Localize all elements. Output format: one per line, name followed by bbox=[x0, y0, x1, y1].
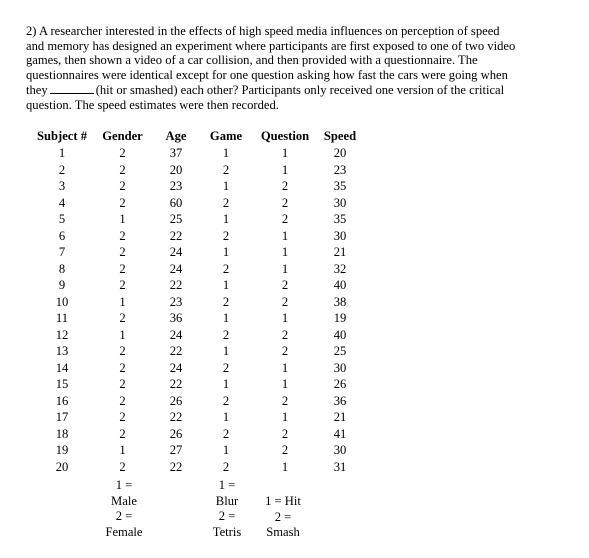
cell-subject: 16 bbox=[55, 393, 69, 408]
cell-gender: 2 bbox=[119, 377, 126, 392]
cell-speed: 38 bbox=[333, 294, 347, 309]
table-row bbox=[33, 261, 364, 278]
cell-subject: 18 bbox=[55, 426, 69, 441]
cell-age: 26 bbox=[169, 426, 183, 441]
table-row bbox=[33, 360, 364, 377]
cell-age: 20 bbox=[169, 162, 183, 177]
table-row bbox=[33, 426, 364, 443]
cell-subject: 20 bbox=[55, 459, 69, 474]
cell-gender: 2 bbox=[119, 278, 126, 293]
table-body bbox=[33, 145, 364, 475]
cell-subject: 1 bbox=[58, 146, 66, 161]
table-row bbox=[33, 162, 364, 179]
game-legend-line: Tetris bbox=[212, 524, 242, 539]
table-row bbox=[33, 228, 364, 245]
header-speed: Speed bbox=[323, 129, 357, 144]
table-row bbox=[33, 343, 364, 360]
cell-speed: 41 bbox=[333, 426, 347, 441]
gender-legend-line: 2 = bbox=[115, 509, 133, 523]
table-row bbox=[33, 376, 364, 393]
cell-subject: 13 bbox=[55, 344, 69, 359]
cell-game: 2 bbox=[222, 393, 230, 408]
table-row bbox=[33, 393, 364, 410]
cell-age: 36 bbox=[169, 311, 183, 326]
cell-game: 1 bbox=[222, 179, 230, 194]
table-row bbox=[33, 211, 364, 228]
cell-subject: 5 bbox=[58, 212, 66, 227]
cell-subject: 15 bbox=[55, 377, 69, 392]
cell-question: 1 bbox=[281, 162, 289, 177]
cell-speed: 30 bbox=[333, 228, 347, 243]
table-row bbox=[33, 442, 364, 459]
cell-game: 2 bbox=[222, 294, 230, 309]
table-row bbox=[33, 178, 364, 195]
cell-age: 24 bbox=[169, 245, 183, 260]
cell-speed: 36 bbox=[333, 393, 347, 408]
cell-question: 2 bbox=[281, 278, 289, 293]
cell-game: 1 bbox=[222, 377, 230, 392]
cell-question: 1 bbox=[281, 377, 289, 392]
cell-question: 2 bbox=[281, 344, 289, 359]
cell-question: 1 bbox=[281, 228, 289, 243]
cell-speed: 40 bbox=[333, 327, 347, 342]
cell-speed: 35 bbox=[333, 212, 347, 227]
cell-question: 2 bbox=[281, 426, 289, 441]
cell-speed: 20 bbox=[333, 146, 347, 161]
cell-subject: 7 bbox=[58, 245, 66, 260]
cell-game: 1 bbox=[222, 245, 230, 260]
question-text bbox=[26, 24, 566, 113]
cell-question: 1 bbox=[281, 459, 289, 474]
game-legend-line: 1 = bbox=[218, 478, 236, 492]
cell-question: 2 bbox=[281, 294, 289, 309]
cell-gender: 1 bbox=[119, 443, 126, 458]
cell-speed: 32 bbox=[333, 261, 347, 276]
cell-question: 2 bbox=[281, 443, 289, 458]
gender-legend-line: Male bbox=[111, 493, 137, 508]
cell-question: 1 bbox=[281, 360, 289, 375]
cell-question: 2 bbox=[281, 179, 289, 194]
cell-game: 2 bbox=[222, 228, 230, 243]
cell-speed: 31 bbox=[333, 459, 347, 474]
header-subject: Subject # bbox=[36, 129, 88, 144]
cell-game: 1 bbox=[222, 344, 230, 359]
cell-age: 23 bbox=[169, 294, 183, 309]
cell-game: 1 bbox=[222, 410, 230, 425]
table-header-row bbox=[33, 128, 364, 145]
cell-subject: 11 bbox=[55, 311, 69, 326]
question-legend bbox=[258, 494, 308, 541]
cell-subject: 9 bbox=[58, 278, 66, 293]
cell-subject: 4 bbox=[58, 195, 66, 210]
cell-question: 1 bbox=[281, 410, 289, 425]
cell-speed: 23 bbox=[333, 162, 347, 177]
question-line-5 bbox=[26, 82, 566, 98]
question-line-6: question. The speed estimates were then recorded. bbox=[26, 97, 279, 112]
cell-speed: 30 bbox=[333, 360, 347, 375]
cell-question: 1 bbox=[281, 311, 289, 326]
cell-age: 22 bbox=[169, 278, 183, 293]
cell-subject: 8 bbox=[58, 261, 66, 276]
cell-speed: 40 bbox=[333, 278, 347, 293]
cell-subject: 10 bbox=[55, 294, 69, 309]
cell-game: 2 bbox=[222, 261, 230, 276]
cell-speed: 26 bbox=[333, 377, 347, 392]
cell-game: 2 bbox=[222, 195, 230, 210]
cell-age: 24 bbox=[169, 261, 183, 276]
cell-gender: 2 bbox=[119, 360, 126, 375]
game-legend-line: 2 = bbox=[218, 509, 236, 523]
cell-age: 22 bbox=[169, 377, 183, 392]
cell-gender: 1 bbox=[119, 294, 126, 309]
cell-age: 26 bbox=[169, 393, 183, 408]
cell-game: 1 bbox=[222, 146, 230, 161]
fill-in-blank bbox=[50, 82, 94, 94]
cell-game: 1 bbox=[222, 212, 230, 227]
cell-subject: 6 bbox=[58, 228, 66, 243]
cell-game: 2 bbox=[222, 426, 230, 441]
cell-age: 24 bbox=[169, 360, 183, 375]
question-line-3: games, then shown a video of a car collision, and then provided with a questionnaire. The bbox=[26, 53, 478, 68]
table-row bbox=[33, 244, 364, 261]
cell-age: 22 bbox=[169, 459, 183, 474]
cell-speed: 30 bbox=[333, 443, 347, 458]
cell-question: 2 bbox=[281, 212, 289, 227]
cell-speed: 30 bbox=[333, 195, 347, 210]
cell-gender: 2 bbox=[119, 146, 126, 161]
table-row bbox=[33, 327, 364, 344]
table-row bbox=[33, 310, 364, 327]
cell-age: 22 bbox=[169, 344, 183, 359]
cell-age: 23 bbox=[169, 179, 183, 194]
cell-game: 2 bbox=[222, 162, 230, 177]
cell-gender: 2 bbox=[119, 426, 126, 441]
cell-speed: 35 bbox=[333, 179, 347, 194]
cell-gender: 2 bbox=[119, 344, 126, 359]
data-table bbox=[33, 128, 364, 475]
cell-question: 2 bbox=[281, 195, 289, 210]
cell-question: 1 bbox=[281, 245, 289, 260]
cell-game: 1 bbox=[222, 443, 230, 458]
cell-gender: 2 bbox=[119, 179, 126, 194]
cell-speed: 19 bbox=[333, 311, 347, 326]
cell-game: 1 bbox=[222, 311, 230, 326]
table-row bbox=[33, 294, 364, 311]
cell-gender: 1 bbox=[119, 212, 126, 227]
cell-age: 25 bbox=[169, 212, 183, 227]
question-line-1: 2) A researcher interested in the effects of high speed media influences on perception of speed bbox=[26, 24, 500, 38]
cell-gender: 2 bbox=[119, 459, 126, 474]
gender-legend-line: Female bbox=[105, 524, 143, 539]
header-game: Game bbox=[209, 129, 243, 144]
cell-question: 1 bbox=[281, 146, 289, 161]
cell-subject: 19 bbox=[55, 443, 69, 458]
cell-game: 2 bbox=[222, 459, 230, 474]
cell-age: 27 bbox=[169, 443, 183, 458]
question-legend-line: 2 = bbox=[274, 509, 292, 524]
table-row bbox=[33, 277, 364, 294]
cell-subject: 17 bbox=[55, 410, 69, 425]
cell-age: 22 bbox=[169, 228, 183, 243]
cell-speed: 25 bbox=[333, 344, 347, 359]
cell-gender: 2 bbox=[119, 162, 126, 177]
cell-question: 2 bbox=[281, 327, 289, 342]
cell-gender: 1 bbox=[119, 327, 126, 342]
header-age: Age bbox=[165, 129, 187, 144]
cell-gender: 2 bbox=[119, 245, 126, 260]
cell-gender: 2 bbox=[119, 393, 126, 408]
table-row bbox=[33, 409, 364, 426]
game-legend-line: Blur bbox=[215, 493, 239, 508]
cell-gender: 2 bbox=[119, 228, 126, 243]
header-question: Question bbox=[260, 129, 310, 144]
table-row bbox=[33, 459, 364, 476]
header-gender: Gender bbox=[102, 129, 143, 144]
cell-game: 2 bbox=[222, 327, 230, 342]
cell-age: 22 bbox=[169, 410, 183, 425]
cell-subject: 14 bbox=[55, 360, 69, 375]
cell-game: 2 bbox=[222, 360, 230, 375]
cell-question: 1 bbox=[281, 261, 289, 276]
cell-question: 2 bbox=[281, 393, 289, 408]
table-row bbox=[33, 195, 364, 212]
question-line-4: questionnaires were identical except for one question asking how fast the cars were going when bbox=[26, 67, 508, 82]
gender-legend-line: 1 = bbox=[115, 478, 133, 492]
question-legend-line: Smash bbox=[266, 525, 300, 539]
game-legend bbox=[205, 478, 249, 540]
question-line-2: and memory has designed an experiment where participants are first exposed to one of two video bbox=[26, 38, 516, 53]
table-row bbox=[33, 145, 364, 162]
cell-age: 60 bbox=[169, 195, 183, 210]
cell-age: 37 bbox=[169, 146, 183, 161]
cell-gender: 2 bbox=[119, 261, 126, 276]
cell-age: 24 bbox=[169, 327, 183, 342]
question-line-5-end: (hit or smashed) each other? Participants only received one version of the critical bbox=[95, 83, 505, 98]
cell-subject: 12 bbox=[55, 327, 69, 342]
cell-game: 1 bbox=[222, 278, 230, 293]
cell-gender: 2 bbox=[119, 311, 126, 326]
question-line-5-start: they bbox=[26, 83, 48, 98]
cell-subject: 3 bbox=[58, 179, 66, 194]
cell-speed: 21 bbox=[333, 410, 347, 425]
cell-gender: 2 bbox=[119, 195, 126, 210]
question-legend-line: 1 = Hit bbox=[265, 494, 301, 508]
cell-gender: 2 bbox=[119, 410, 126, 425]
cell-subject: 2 bbox=[58, 162, 66, 177]
cell-speed: 21 bbox=[333, 245, 347, 260]
gender-legend bbox=[104, 478, 144, 540]
